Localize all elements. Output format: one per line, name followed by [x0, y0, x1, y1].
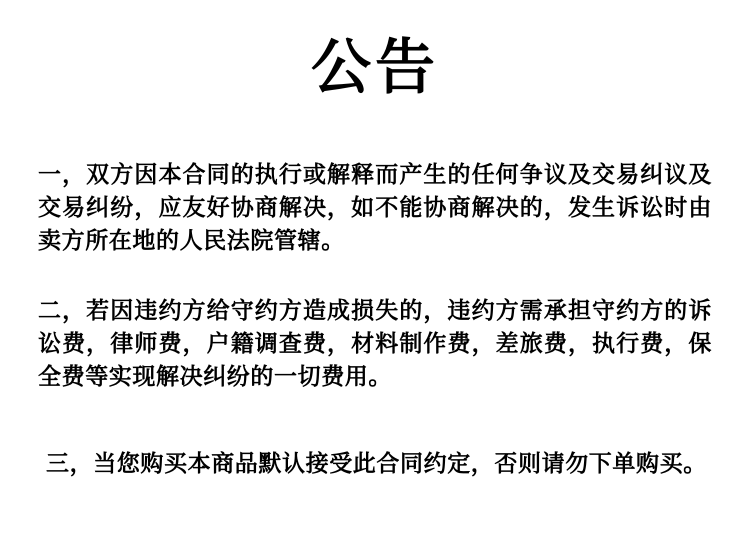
- notice-paragraph-3: 三，当您购买本商品默认接受此合同约定，否则请勿下单购买。: [46, 451, 707, 477]
- notice-paragraph-2: 二，若因违约方给守约方造成损失的，违约方需承担守约方的诉讼费，律师费，户籍调查费，材料制作费，差旅费，执行费，保全费等实现解决纠纷的一切费用。: [38, 298, 712, 390]
- notice-paragraph-1: 一，双方因本合同的执行或解释而产生的任何争议及交易纠议及交易纠纷，应友好协商解决，如不能协商解决的，发生诉讼时由卖方所在地的人民法院管辖。: [38, 162, 712, 254]
- notice-title: 公告: [311, 33, 439, 103]
